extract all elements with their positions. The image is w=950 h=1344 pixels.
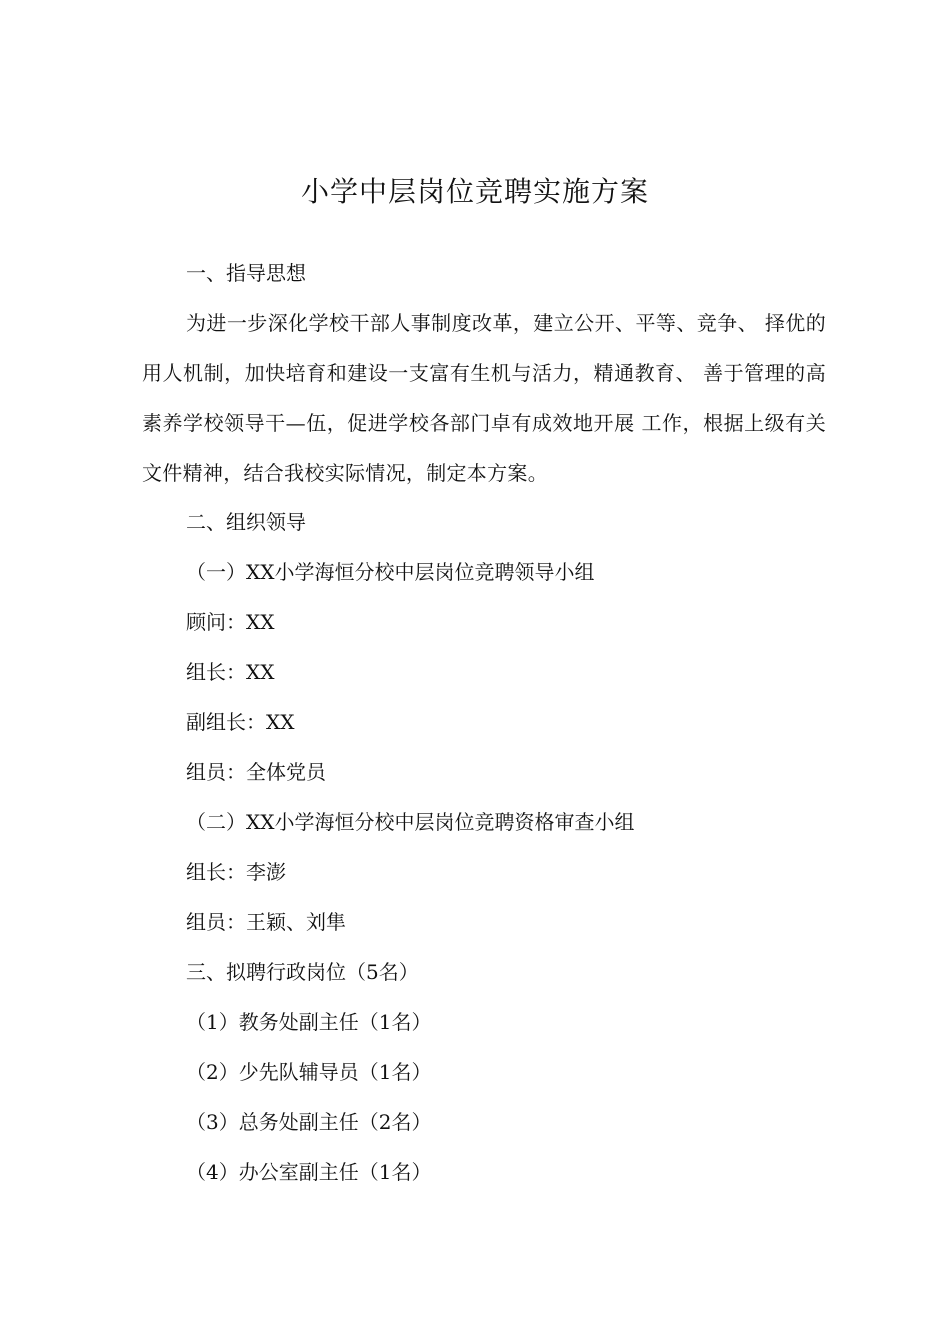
position-item: （4）办公室副主任（1名） — [186, 1160, 432, 1184]
subsection-heading-qualification-group: （二）XX小学海恒分校中层岗位竞聘资格审查小组 — [186, 810, 635, 834]
leadership-leader: 组长：XX — [186, 660, 275, 684]
section-heading-organization: 二、组织领导 — [186, 510, 306, 534]
leadership-members: 组员：全体党员 — [186, 760, 326, 784]
qualification-members: 组员：王颖、刘隼 — [186, 910, 346, 934]
leadership-deputy-leader: 副组长：XX — [186, 710, 295, 734]
document-title: 小学中层岗位竞聘实施方案 — [300, 175, 649, 208]
section-heading-positions: 三、拟聘行政岗位（5名） — [186, 960, 419, 984]
position-item: （1）教务处副主任（1名） — [186, 1010, 432, 1034]
section-heading-guiding-ideology: 一、指导思想 — [186, 261, 306, 285]
subsection-heading-leadership-group: （一）XX小学海恒分校中层岗位竞聘领导小组 — [186, 560, 595, 584]
position-item: （2）少先队辅导员（1名） — [186, 1060, 432, 1084]
position-item: （3）总务处副主任（2名） — [186, 1110, 432, 1134]
leadership-advisor: 顾问：XX — [186, 610, 275, 634]
qualification-leader: 组长：李澎 — [186, 860, 286, 884]
section-body-guiding-ideology: 为进一步深化学校干部人事制度改革，建立公开、平等、竞争、 择优的用人机制，加快培育和建设一支富有生机与活力，精通教育、 善于管理的高素养学校领导干—伍，促进学校各部门卓有成效地开展 工作，根据上级有关文件精神，结合我校实际情况，制定本方案。 — [142, 311, 826, 485]
